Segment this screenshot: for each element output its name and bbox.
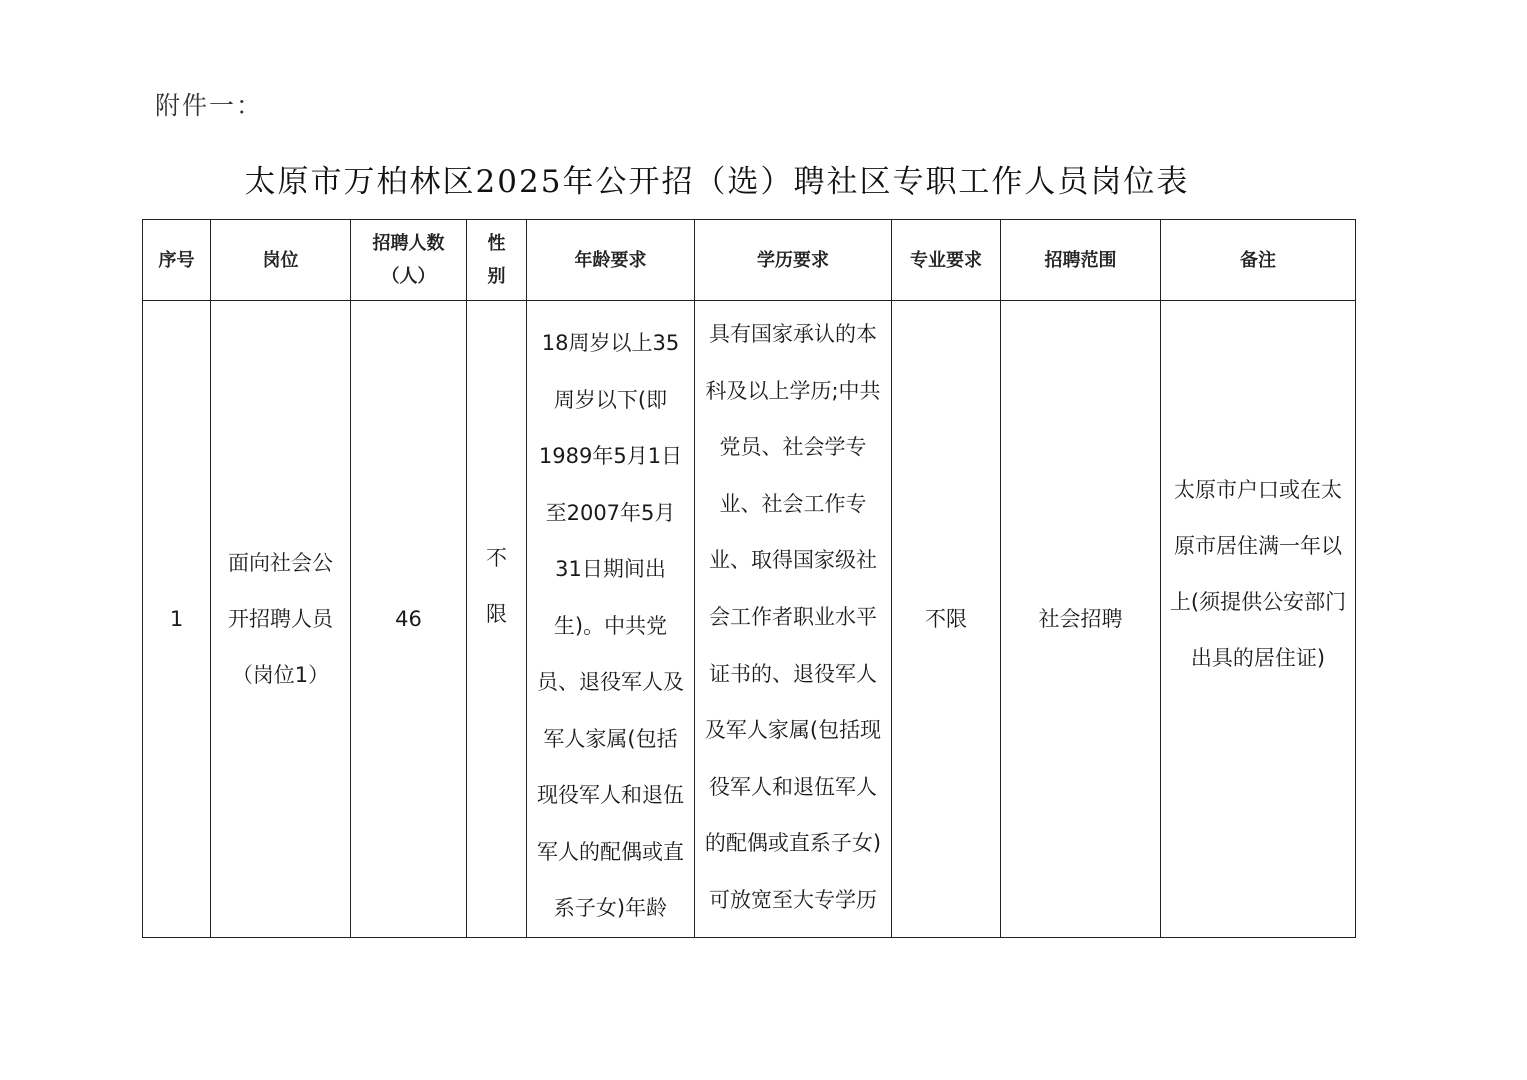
header-scope: 招聘范围 <box>1001 220 1161 301</box>
cell-major: 不限 <box>892 301 1001 938</box>
table-header-row <box>143 220 1356 301</box>
cell-age-text: 18周岁以上35周岁以下(即1989年5月1日至2007年5月31日期间出生)。中共党员、退役军人及军人家属(包括现役军人和退伍军人的配偶或直系子女)年龄 <box>537 331 684 920</box>
cell-education-text: 具有国家承认的本科及以上学历;中共党员、社会学专业、社会工作专业、取得国家级社会工作者职业水平证书的、退役军人及军人家属(包括现役军人和退伍军人的配偶或直系子女)可放宽至大专学历 <box>704 322 882 912</box>
cell-position <box>211 301 351 938</box>
cell-notes-text: 太原市户口或在太原市居住满一年以上(须提供公安部门出具的居住证) <box>1169 478 1347 670</box>
cell-gender-text: 不限 <box>486 546 507 626</box>
header-headcount <box>351 220 467 301</box>
cell-education <box>695 301 892 938</box>
table-row <box>143 301 1356 938</box>
cell-notes <box>1161 301 1356 938</box>
header-position: 岗位 <box>211 220 351 301</box>
header-age: 年龄要求 <box>527 220 695 301</box>
cell-age <box>527 301 695 938</box>
recruitment-table <box>142 219 1356 938</box>
header-education: 学历要求 <box>695 220 892 301</box>
header-headcount-label: 招聘人数（人） <box>372 233 445 287</box>
header-gender <box>467 220 527 301</box>
cell-index: 1 <box>143 301 211 938</box>
cell-gender <box>467 301 527 938</box>
header-gender-label: 性别 <box>487 233 506 287</box>
cell-headcount: 46 <box>351 301 467 938</box>
header-index: 序号 <box>143 220 211 301</box>
header-notes: 备注 <box>1161 220 1356 301</box>
cell-scope: 社会招聘 <box>1001 301 1161 938</box>
page-title: 太原市万柏林区2025年公开招（选）聘社区专职工作人员岗位表 <box>244 164 1190 200</box>
header-major: 专业要求 <box>892 220 1001 301</box>
cell-position-text: 面向社会公开招聘人员（岗位1） <box>228 551 333 687</box>
attachment-label: 附件一： <box>155 91 264 120</box>
